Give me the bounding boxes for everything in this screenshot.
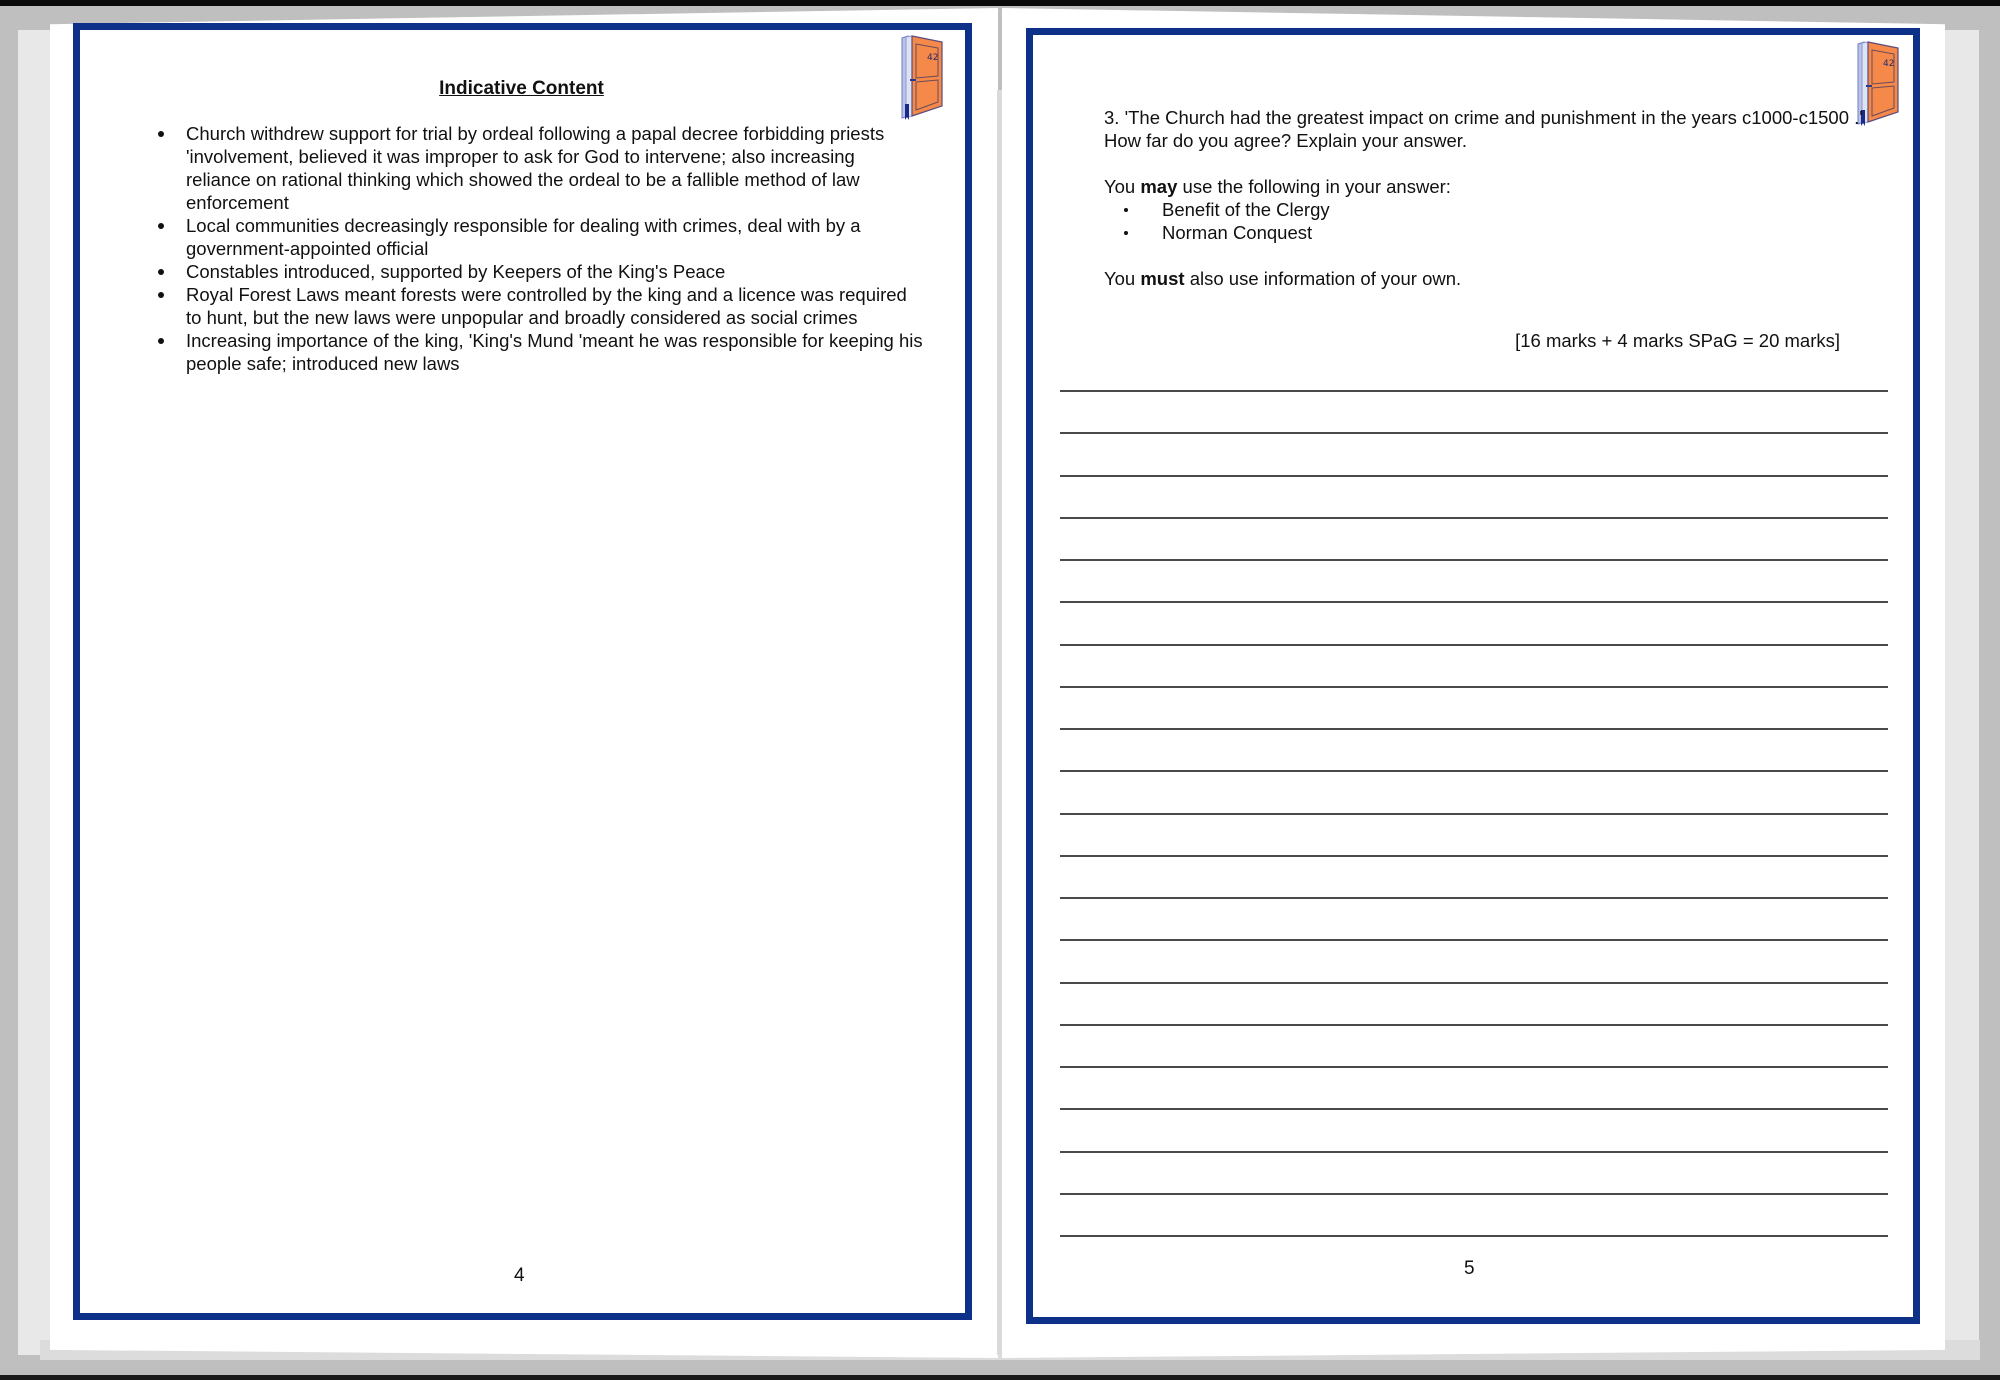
book-gutter (997, 90, 1002, 1355)
answer-line[interactable] (1060, 1193, 1888, 1235)
suggested-topics (1104, 198, 1864, 244)
bullet-icon (158, 292, 164, 298)
answer-line[interactable] (1060, 1024, 1888, 1066)
page-number: 5 (1464, 1258, 1475, 1279)
list-item: Benefit of the Clergy (1104, 198, 1864, 221)
list-item: Church withdrew support for trial by ordeal following a papal decree forbidding priests 'involvement, believed it was improper to ask for God to intervene; also increasing reliance on rational thinking which showed the ordeal to be a fallible method of law enforcement (153, 122, 923, 214)
bullet-icon (158, 131, 164, 137)
answer-line[interactable] (1060, 1066, 1888, 1108)
answer-line[interactable] (1060, 559, 1888, 601)
answer-line[interactable] (1060, 475, 1888, 517)
answer-line[interactable] (1060, 939, 1888, 981)
answer-line[interactable] (1060, 601, 1888, 643)
answer-line[interactable] (1060, 897, 1888, 939)
list-item: Constables introduced, supported by Keepers of the King's Peace (153, 260, 923, 283)
door-icon (898, 32, 946, 122)
svg-text:42: 42 (927, 53, 939, 63)
answer-line[interactable] (1060, 432, 1888, 474)
bullet-icon (158, 223, 164, 229)
bullet-icon (1124, 231, 1128, 235)
bullet-icon (158, 338, 164, 344)
question-prompt: How far do you agree? Explain your answer. (1104, 130, 1468, 151)
list-item: Norman Conquest (1104, 221, 1864, 244)
question-statement: 3. 'The Church had the greatest impact on crime and punishment in the years c1000-c1500 .' (1104, 107, 1863, 128)
answer-line[interactable] (1060, 855, 1888, 897)
answer-line[interactable] (1060, 813, 1888, 855)
top-edge (0, 0, 2000, 6)
page-title: Indicative Content (439, 78, 604, 99)
answer-line[interactable] (1060, 1108, 1888, 1150)
answer-line[interactable] (1060, 982, 1888, 1024)
bullet-icon (1124, 208, 1128, 212)
list-item: Local communities decreasingly responsible for dealing with crimes, deal with by a government-appointed official (153, 214, 923, 260)
may-use-instruction: You may use the following in your answer: (1104, 176, 1451, 197)
exam-question (1104, 106, 1864, 290)
marks-allocation: [16 marks + 4 marks SPaG = 20 marks] (1515, 330, 1840, 351)
answer-line[interactable] (1060, 517, 1888, 559)
answer-line[interactable] (1060, 390, 1888, 432)
answer-line[interactable] (1060, 728, 1888, 770)
bottom-edge (0, 1375, 2000, 1380)
answer-line[interactable] (1060, 686, 1888, 728)
book-right-edge (1945, 30, 1979, 1355)
page-number: 4 (514, 1265, 525, 1286)
must-use-instruction: You must also use information of your own. (1104, 268, 1462, 289)
svg-text:42: 42 (1883, 59, 1895, 69)
answer-lines[interactable] (1060, 390, 1888, 1277)
answer-line[interactable] (1060, 644, 1888, 686)
indicative-content-list (153, 122, 923, 375)
answer-line[interactable] (1060, 770, 1888, 812)
bullet-icon (158, 269, 164, 275)
answer-line[interactable] (1060, 1151, 1888, 1193)
list-item: Increasing importance of the king, 'King's Mund 'meant he was responsible for keeping his people safe; introduced new laws (153, 329, 923, 375)
list-item: Royal Forest Laws meant forests were controlled by the king and a licence was required to hunt, but the new laws were unpopular and broadly considered as social crimes (153, 283, 923, 329)
